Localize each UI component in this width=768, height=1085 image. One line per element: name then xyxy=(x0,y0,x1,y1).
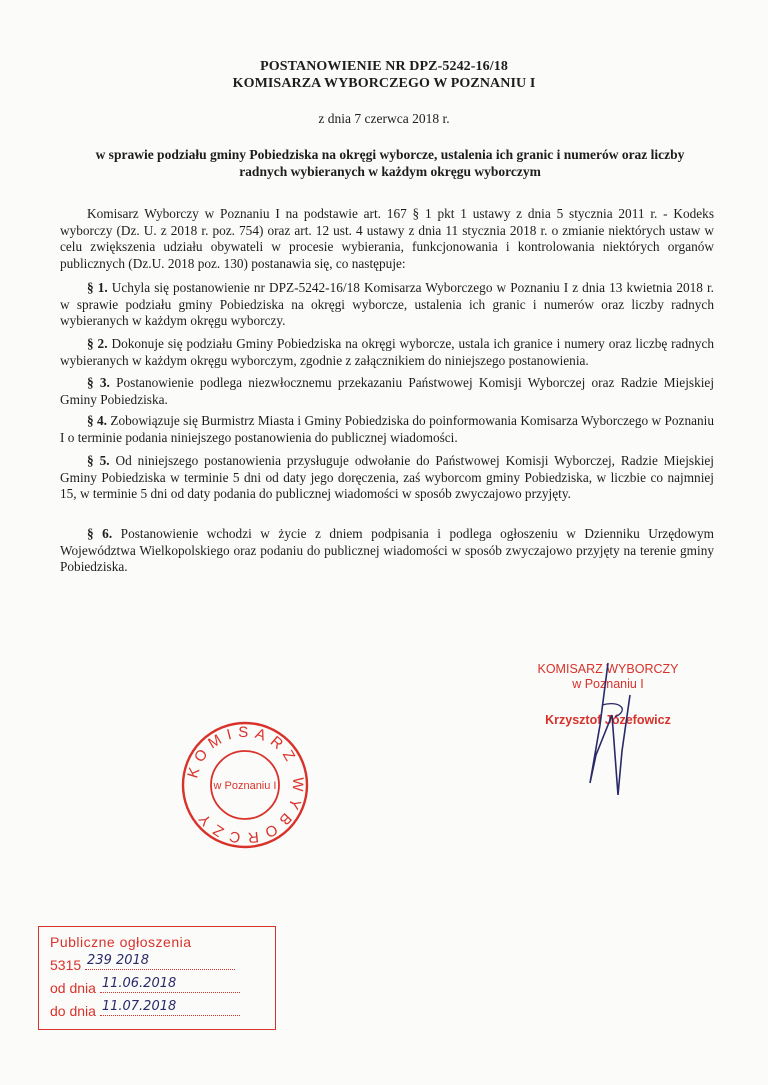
publication-from-row xyxy=(50,976,240,996)
publication-stamp-box xyxy=(38,926,276,1030)
handwritten-signature xyxy=(560,655,660,795)
section-label: § 4. xyxy=(87,413,107,428)
publication-number-label: 5315 xyxy=(50,957,82,973)
publication-to-value: 11.07.2018 xyxy=(101,999,177,1014)
document-subject: w sprawie podziału gminy Pobiedziska na okręgi wyborcze, ustalenia ich granic i numerów oraz liczby radnych wybieranych w każdym okręgu wyborczym xyxy=(95,147,685,179)
section-paragraph-2 xyxy=(60,336,714,369)
section-paragraph-6 xyxy=(60,526,714,576)
section-label: § 6. xyxy=(87,526,113,541)
publication-to-row xyxy=(50,999,240,1019)
section-label: § 1. xyxy=(87,280,108,295)
section-text: Od niniejszego postanowienia przysługuje odwołanie do Państwowej Komisji Wyborczej, Radzie Miejskiej Gminy Pobiedziska w terminie 5 dni od daty jego doręczenia, zaś wyborcom gminy Pobiedziska, w liczbie co najmniej 15, w terminie 5 dni od daty podania do publicznej wiadomości w sposób zwyczajowo przyjęty. xyxy=(60,453,715,501)
document-title-line1: POSTANOWIENIE NR DPZ-5242-16/18 xyxy=(260,59,508,74)
signature-title: KOMISARZ WYBORCZY xyxy=(537,662,679,676)
publication-from-value: 11.06.2018 xyxy=(101,976,177,991)
document-date: z dnia 7 czerwca 2018 r. xyxy=(318,111,450,126)
publication-to-label: do dnia xyxy=(50,1003,96,1019)
section-paragraph-5 xyxy=(60,453,714,503)
stamp-inner-text: w Poznaniu I xyxy=(213,780,277,792)
section-paragraph-1 xyxy=(60,280,714,330)
publication-from-label: od dnia xyxy=(50,980,96,996)
section-text: Postanowienie wchodzi w życie z dniem podpisania i podlega ogłoszeniu w Dzienniku Urzędowym Województwa Wielkopolskiego oraz podaniu do publicznej wiadomości w sposób zwyczajowo przyjęty na terenie gminy Pobiedziska. xyxy=(60,526,715,574)
section-text: Zobowiązuje się Burmistrz Miasta i Gminy Pobiedziska do poinformowania Komisarza Wyborczego w Poznaniu I o terminie podania niniejszego postanowienia do publicznej wiadomości. xyxy=(60,413,714,445)
section-paragraph-4 xyxy=(60,413,714,446)
official-round-stamp xyxy=(180,720,310,850)
section-label: § 2. xyxy=(87,336,108,351)
section-text: Postanowienie podlega niezwłocznemu przekazaniu Państwowej Komisji Wyborczej oraz Radzie Miejskiej Gminy Pobiedziska. xyxy=(60,375,715,407)
section-label: § 3. xyxy=(87,375,110,390)
publication-from-field xyxy=(100,976,240,993)
signature-name: Krzysztof Józefowicz xyxy=(545,713,671,727)
section-text: Dokonuje się podziału Gminy Pobiedziska na okręgi wyborcze, ustala ich granice i numery oraz liczbę radnych wybieranych w każdym okręgu wyborczym, zgodnie z załącznikiem do niniejszego postanowienia. xyxy=(60,336,715,368)
stamp-outer-text: KOMISARZ WYBORCZY xyxy=(184,723,307,847)
publication-number-row xyxy=(50,953,235,973)
document-title-line2: KOMISARZA WYBORCZEGO W POZNANIU I xyxy=(232,76,536,91)
section-label: § 5. xyxy=(87,453,110,468)
publication-title: Publiczne ogłoszenia xyxy=(50,934,192,950)
signature-office: w Poznaniu I xyxy=(572,677,644,691)
publication-number-value: 239 2018 xyxy=(87,953,150,968)
intro-paragraph: Komisarz Wyborczy w Poznaniu I na podstawie art. 167 § 1 pkt 1 ustawy z dnia 5 stycznia 2011 r. - Kodeks wyborczy (Dz. U. z 2018 r. poz. 754) oraz art. 12 ust. 4 ustawy z dnia 11 stycznia 2018 r. o zmianie niektórych ustaw w celu zwiększenia udziału obywateli w procesie wybierania, funkcjonowania i kontrolowania niektórych organów publicznych (Dz.U. 2018 poz. 130) postanawia się, co następuje: xyxy=(60,206,714,271)
section-paragraph-3 xyxy=(60,375,714,408)
publication-to-field xyxy=(100,999,240,1016)
publication-number-field xyxy=(85,953,235,970)
section-text: Uchyla się postanowienie nr DPZ-5242-16/18 Komisarza Wyborczego w Poznaniu I z dnia 13 kwietnia 2018 r. w sprawie podziału gminy Pobiedziska na okręgi wyborcze, ustalenia ich granic i numerów oraz liczby radnych wybieranych w każdym okręgu wyborczy. xyxy=(60,280,715,328)
